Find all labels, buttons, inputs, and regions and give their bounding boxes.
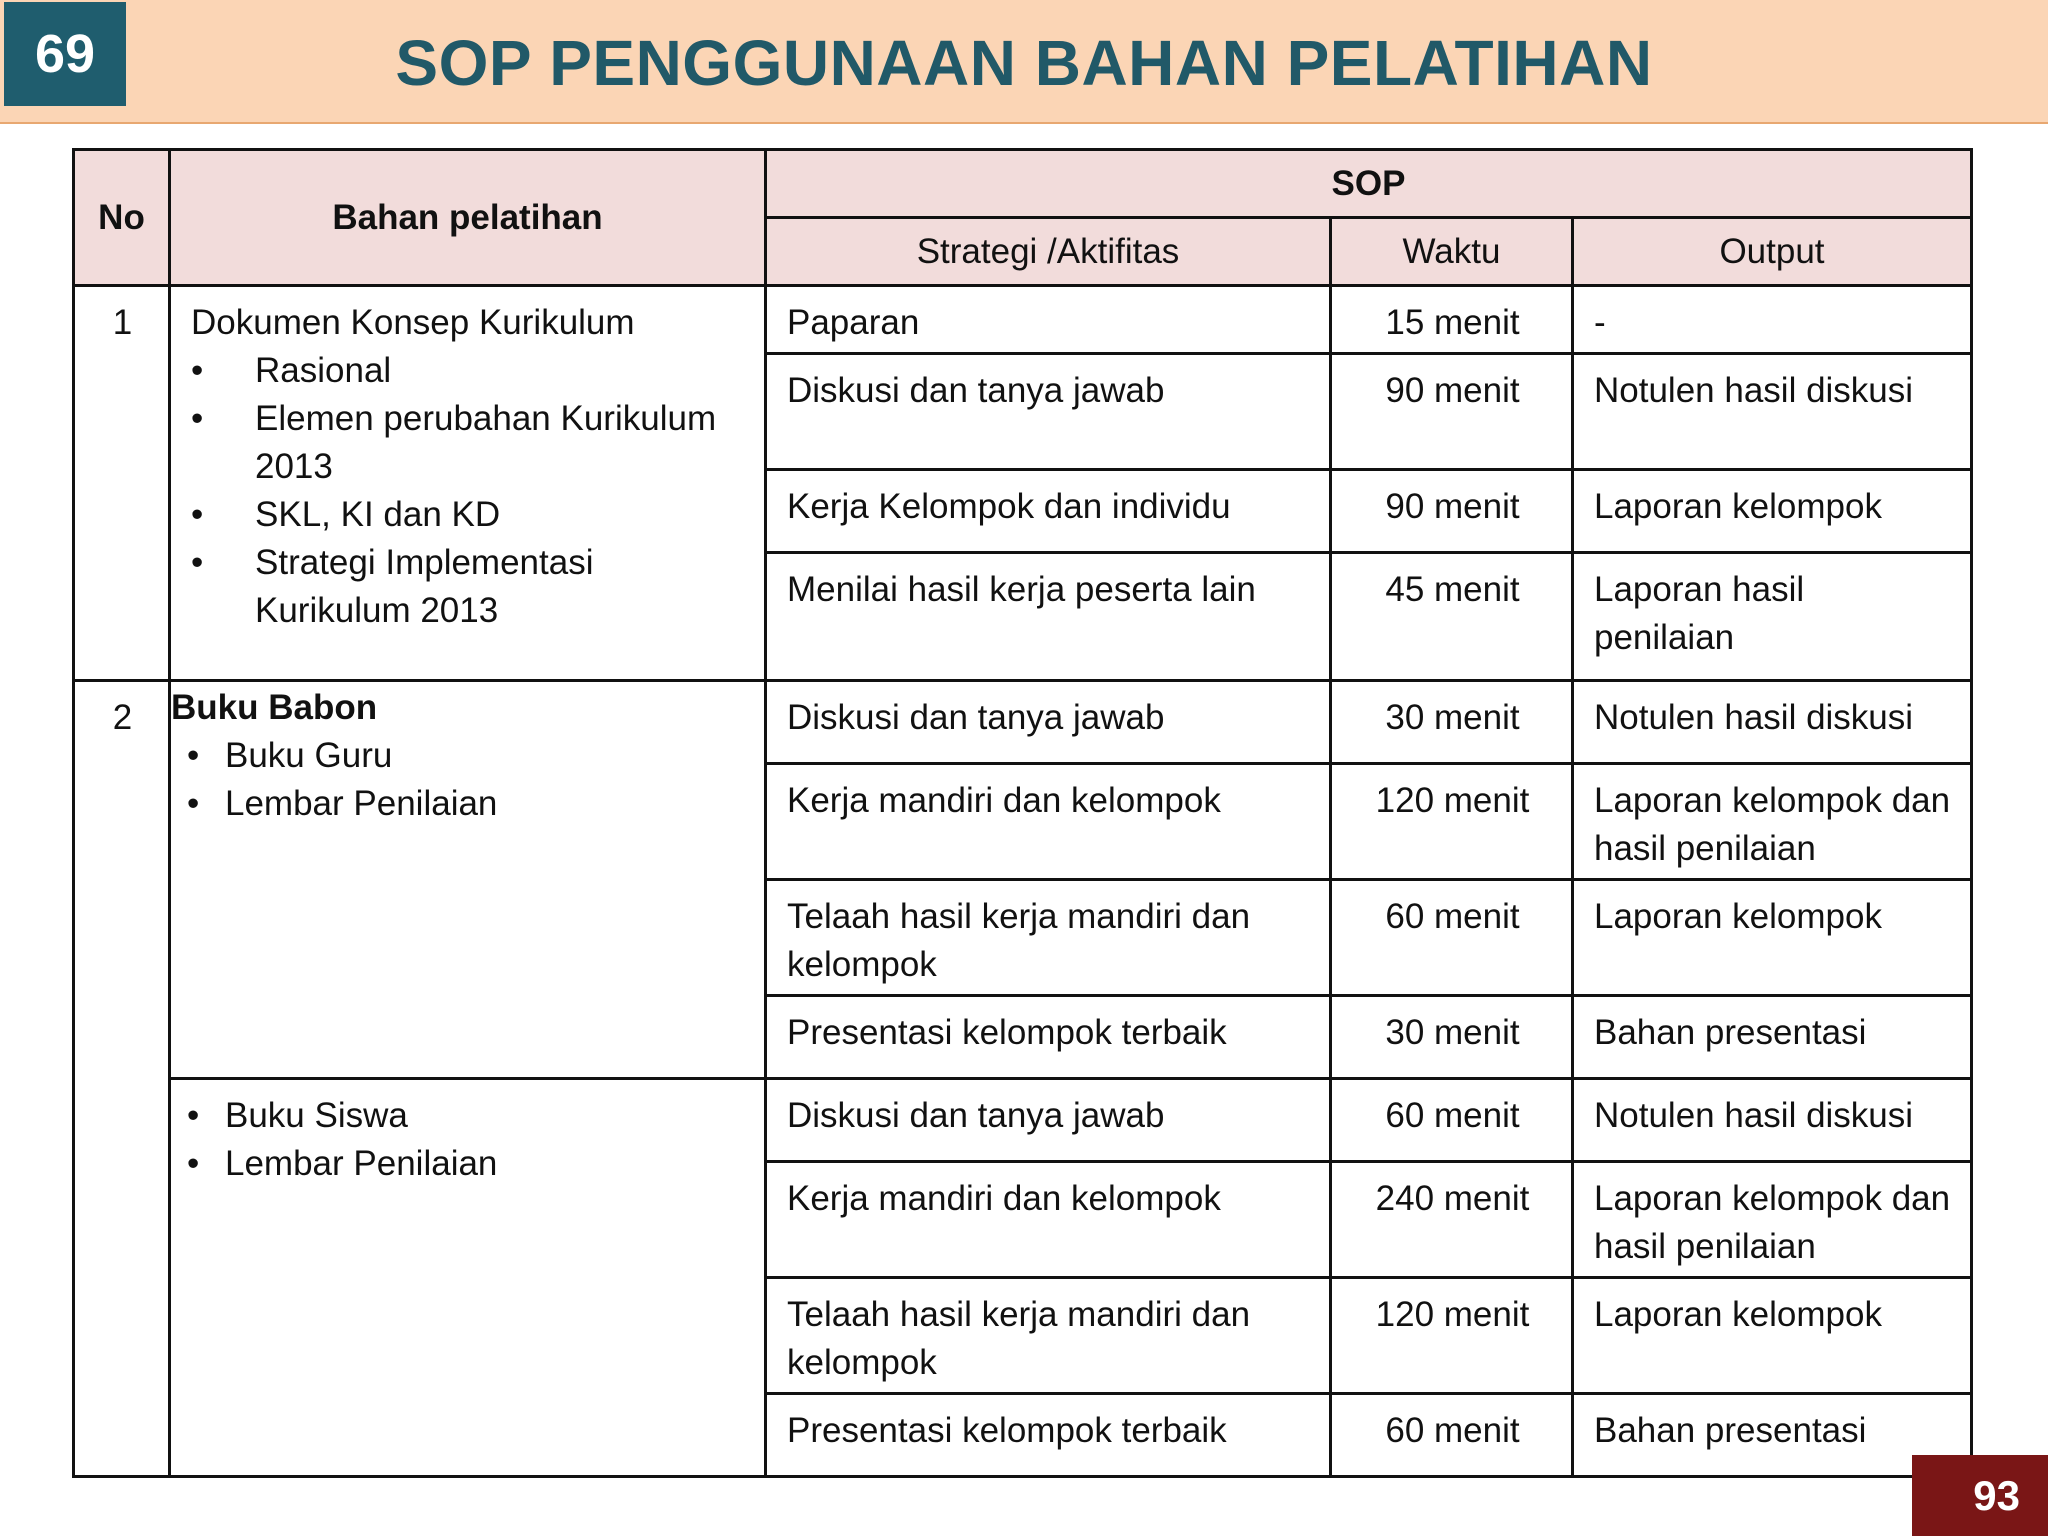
bahan-cell xyxy=(170,286,766,681)
slide-number-badge: 69 xyxy=(4,2,126,106)
strategi-cell: Paparan xyxy=(766,286,1331,354)
sop-table xyxy=(72,148,1973,1478)
list-item: • Strategi Implementasi Kurikulum 2013 xyxy=(191,539,746,635)
list-item: • Rasional xyxy=(191,347,746,395)
strategi-cell: Menilai hasil kerja peserta lain xyxy=(766,553,1331,681)
output-cell: Laporan kelompok dan hasil penilaian xyxy=(1573,764,1972,880)
header-strategi: Strategi /Aktifitas xyxy=(766,218,1331,286)
output-cell: Laporan kelompok xyxy=(1573,470,1972,553)
list-item: • Buku Guru xyxy=(187,732,746,780)
bahan-cell xyxy=(170,1079,766,1477)
list-item: • SKL, KI dan KD xyxy=(191,491,746,539)
waktu-cell: 90 menit xyxy=(1331,470,1573,553)
header-sop: SOP xyxy=(766,150,1972,218)
bahan-list xyxy=(187,1092,746,1188)
row-number: 2 xyxy=(74,681,170,1477)
header-bahan: Bahan pelatihan xyxy=(170,150,766,286)
strategi-cell: Diskusi dan tanya jawab xyxy=(766,681,1331,764)
header-no: No xyxy=(74,150,170,286)
output-cell: Notulen hasil diskusi xyxy=(1573,681,1972,764)
strategi-cell: Kerja mandiri dan kelompok xyxy=(766,764,1331,880)
strategi-cell: Presentasi kelompok terbaik xyxy=(766,1394,1331,1477)
bahan-list xyxy=(191,347,746,635)
waktu-cell: 45 menit xyxy=(1331,553,1573,681)
table-row xyxy=(74,1079,1972,1162)
bahan-cell xyxy=(170,681,766,1079)
output-cell: Notulen hasil diskusi xyxy=(1573,354,1972,470)
list-item: • Lembar Penilaian xyxy=(187,1140,746,1188)
list-item: • Elemen perubahan Kurikulum 2013 xyxy=(191,395,746,491)
strategi-cell: Presentasi kelompok terbaik xyxy=(766,996,1331,1079)
strategi-cell: Kerja Kelompok dan individu xyxy=(766,470,1331,553)
output-cell: Notulen hasil diskusi xyxy=(1573,1079,1972,1162)
table-row xyxy=(74,286,1972,354)
list-item: • Buku Siswa xyxy=(187,1092,746,1140)
page-number-badge: 93 xyxy=(1912,1455,2048,1536)
list-item: • Lembar Penilaian xyxy=(187,780,746,828)
waktu-cell: 60 menit xyxy=(1331,1394,1573,1477)
strategi-cell: Diskusi dan tanya jawab xyxy=(766,1079,1331,1162)
waktu-cell: 60 menit xyxy=(1331,880,1573,996)
bahan-list xyxy=(187,732,746,828)
slide-header xyxy=(0,0,2048,124)
header-output: Output xyxy=(1573,218,1972,286)
output-cell: - xyxy=(1573,286,1972,354)
waktu-cell: 120 menit xyxy=(1331,764,1573,880)
table-row xyxy=(74,681,1972,764)
output-cell: Laporan kelompok xyxy=(1573,880,1972,996)
output-cell: Bahan presentasi xyxy=(1573,996,1972,1079)
strategi-cell: Telaah hasil kerja mandiri dan kelompok xyxy=(766,1278,1331,1394)
waktu-cell: 240 menit xyxy=(1331,1162,1573,1278)
waktu-cell: 30 menit xyxy=(1331,681,1573,764)
strategi-cell: Diskusi dan tanya jawab xyxy=(766,354,1331,470)
waktu-cell: 60 menit xyxy=(1331,1079,1573,1162)
output-cell: Laporan kelompok dan hasil penilaian xyxy=(1573,1162,1972,1278)
header-waktu: Waktu xyxy=(1331,218,1573,286)
output-cell: Laporan hasil penilaian xyxy=(1573,553,1972,681)
waktu-cell: 15 menit xyxy=(1331,286,1573,354)
output-cell: Laporan kelompok xyxy=(1573,1278,1972,1394)
output-cell: Bahan presentasi xyxy=(1573,1394,1972,1477)
waktu-cell: 90 menit xyxy=(1331,354,1573,470)
slide-title: SOP PENGGUNAAN BAHAN PELATIHAN xyxy=(395,27,1653,99)
waktu-cell: 30 menit xyxy=(1331,996,1573,1079)
bahan-title: Buku Babon xyxy=(171,688,378,727)
bahan-title: Dokumen Konsep Kurikulum xyxy=(191,303,635,342)
strategi-cell: Kerja mandiri dan kelompok xyxy=(766,1162,1331,1278)
row-number: 1 xyxy=(74,286,170,681)
strategi-cell: Telaah hasil kerja mandiri dan kelompok xyxy=(766,880,1331,996)
waktu-cell: 120 menit xyxy=(1331,1278,1573,1394)
